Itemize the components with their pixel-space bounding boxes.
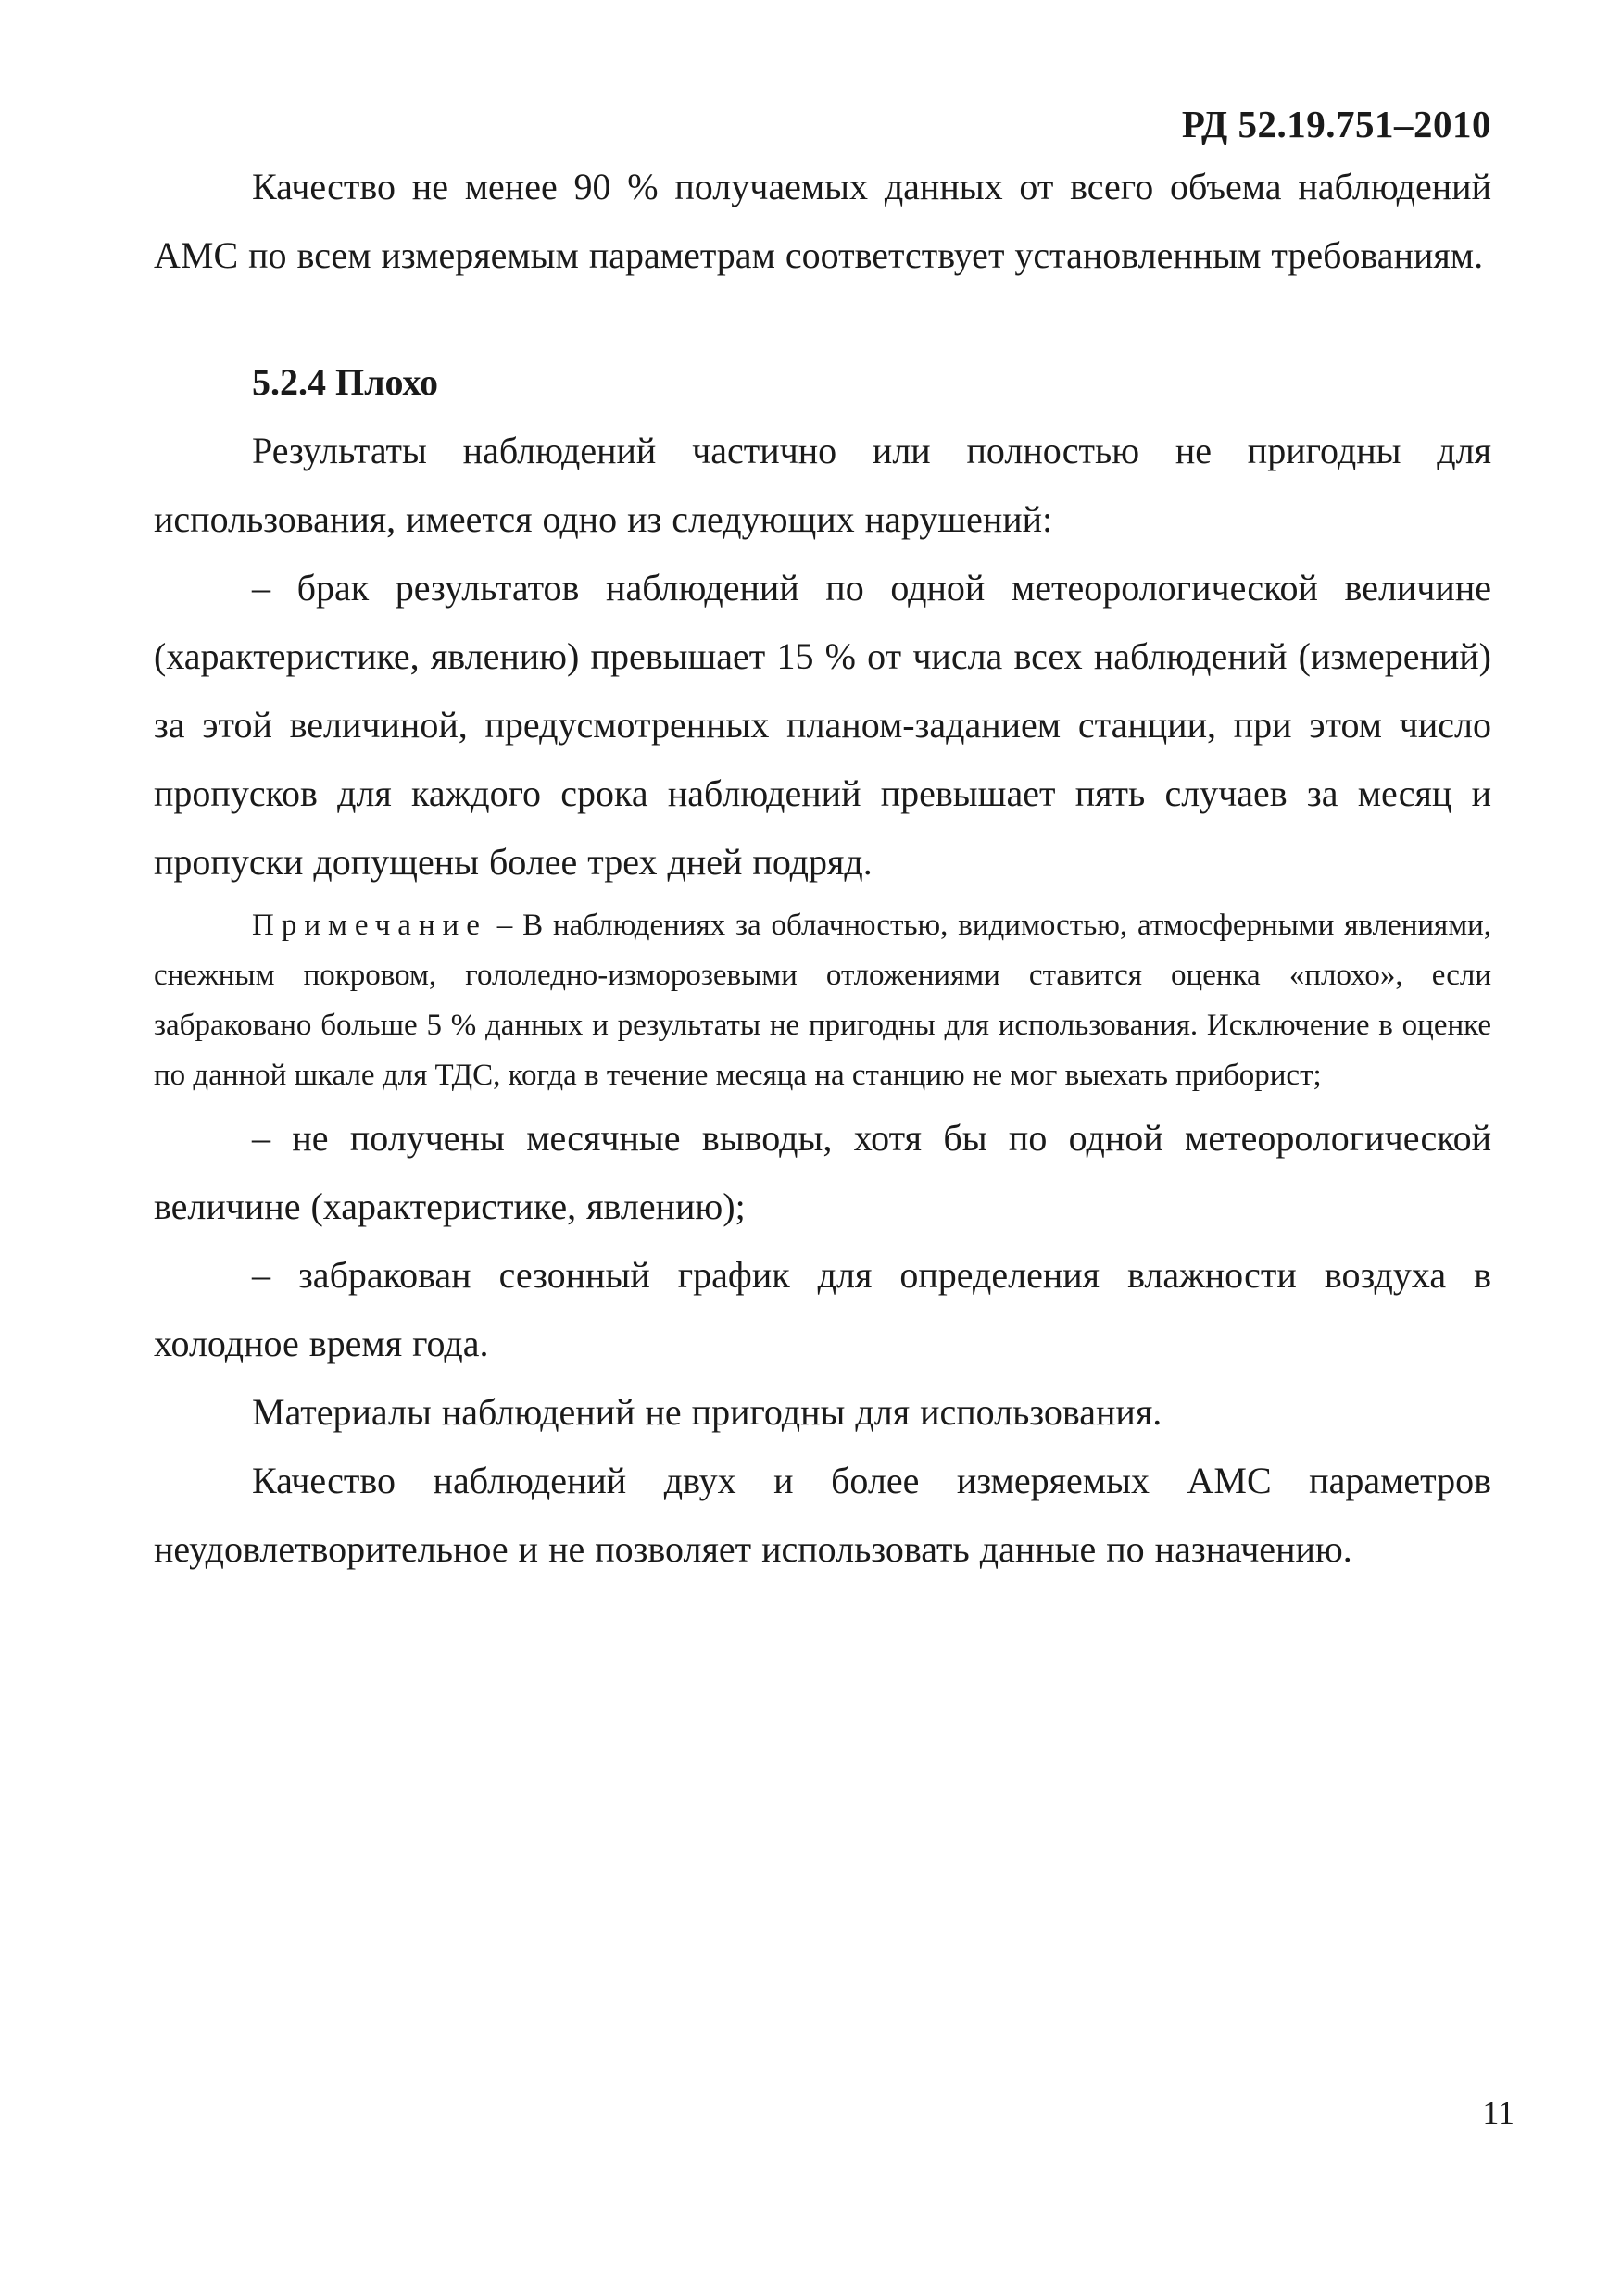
paragraph-quality: Качество наблюдений двух и более измеряемых АМС параметров неудовлетворительное и не позволяет использовать данные по назначению.	[154, 1460, 1491, 1570]
document-body	[154, 153, 1491, 1584]
note-text: – В наблюдениях за облачностью, видимостью, атмосферными явлениями, снежным покровом, гололедно-изморозевыми отложениями ставится оценка «плохо», если забраковано больше 5 % данных и результаты не пригодны для использования. Исключение в оценке по данной шкале для ТДС, когда в течение месяца на станцию не мог выехать приборист;	[154, 909, 1491, 1092]
list-item-seasonal-graph: – забракован сезонный график для определения влажности воздуха в холодное время года.	[154, 1254, 1491, 1364]
section-heading: 5.2.4 Плохо	[252, 361, 439, 403]
document-code: РД 52.19.751–2010	[1181, 103, 1491, 145]
note	[154, 900, 1491, 1100]
paragraph-results: Результаты наблюдений частично или полностью не пригодны для использования, имеется одно из следующих нарушений:	[154, 430, 1491, 540]
note-label: Примечание	[252, 909, 487, 942]
list-item-defect-rate: – брак результатов наблюдений по одной метеорологической величине (характеристике, явлению) превышает 15 % от числа всех наблюдений (измерений) за этой величиной, предусмотренных планом-заданием станции, при этом число пропусков для каждого срока наблюдений превышает пять случаев за месяц и пропуски допущены более трех дней подряд.	[154, 567, 1491, 883]
page-number: 11	[1482, 2094, 1514, 2131]
paragraph-materials: Материалы наблюдений не пригодны для использования.	[252, 1391, 1162, 1433]
list-item-monthly-outputs: – не получены месячные выводы, хотя бы по одной метеорологической величине (характеристике, явлению);	[154, 1117, 1491, 1227]
paragraph-intro: Качество не менее 90 % получаемых данных от всего объема наблюдений АМС по всем измеряемым параметрам соответствует установленным требованиям.	[154, 166, 1491, 276]
